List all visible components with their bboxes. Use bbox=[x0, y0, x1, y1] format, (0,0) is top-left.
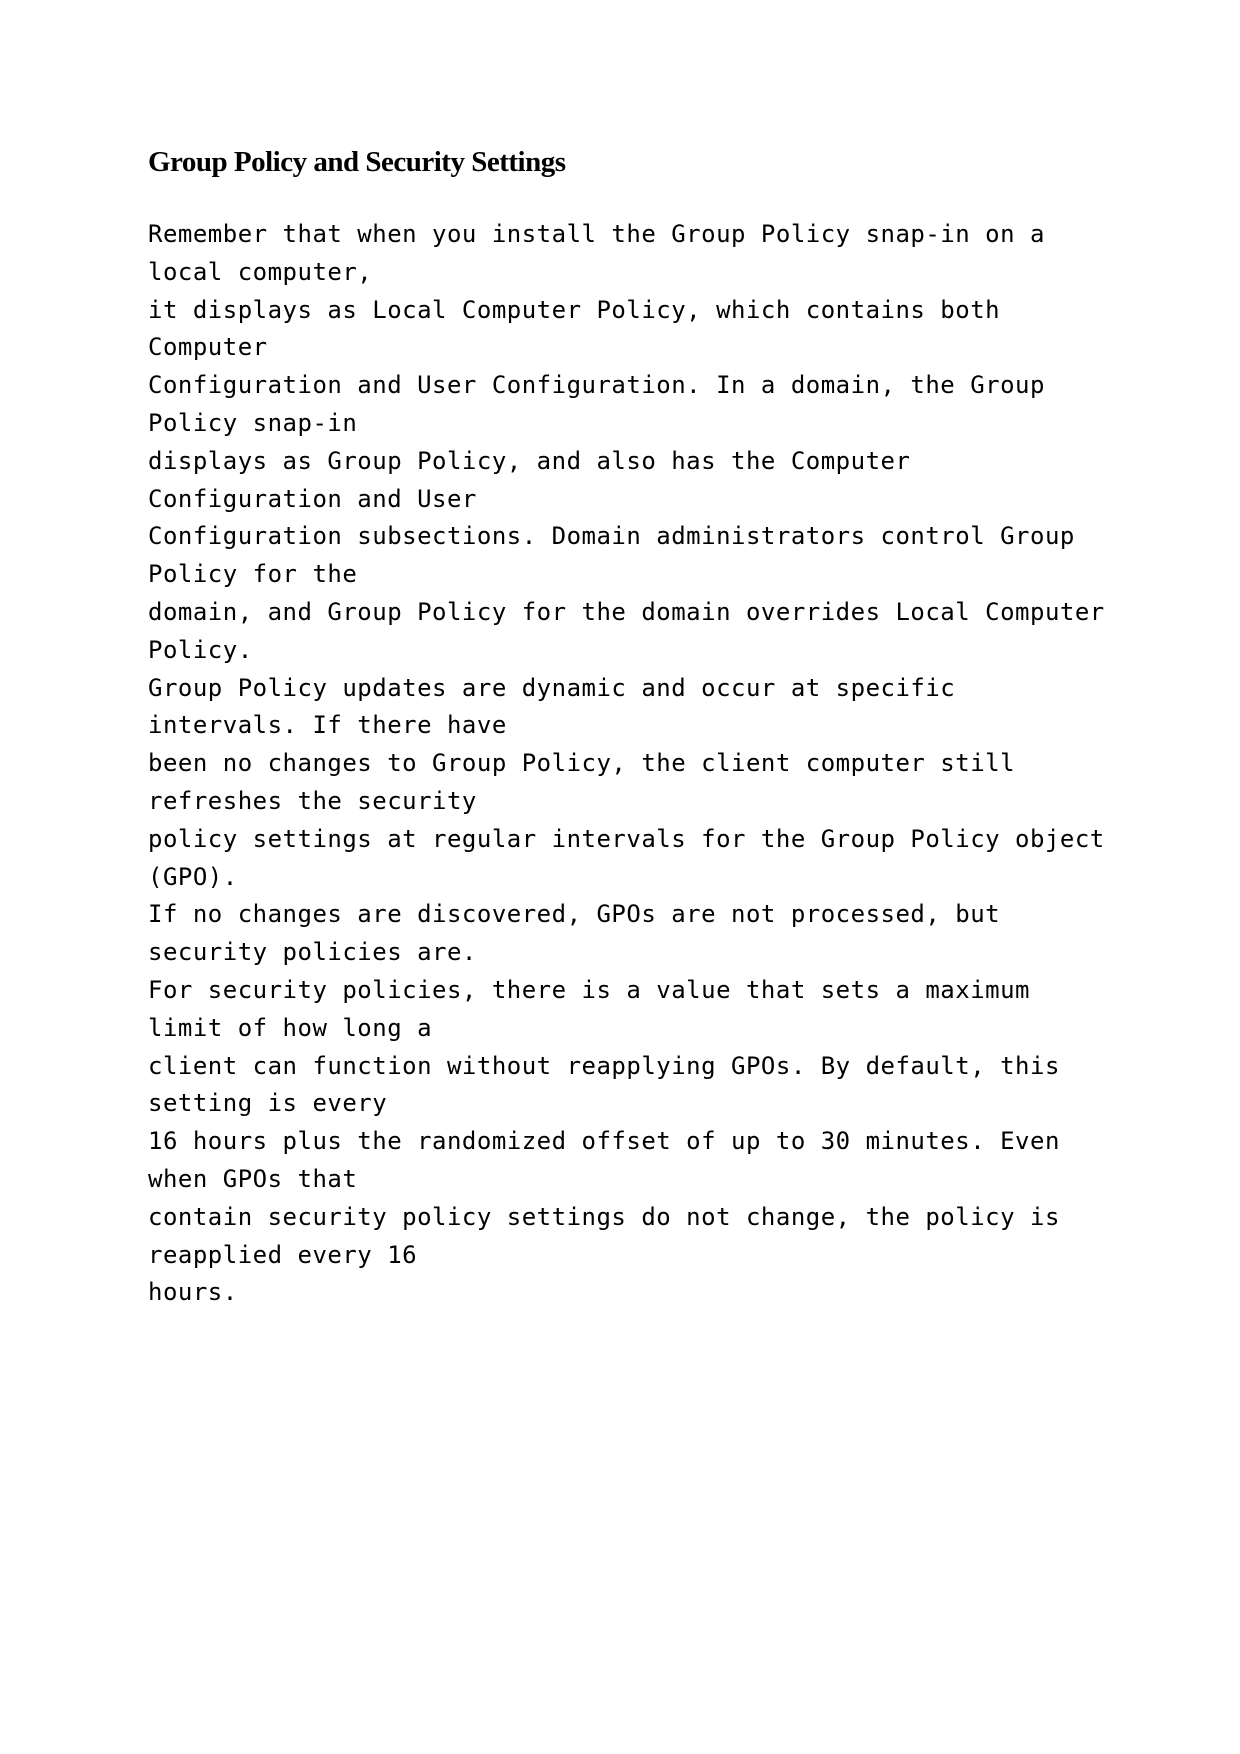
body-line: it displays as Local Computer Policy, which contains both bbox=[148, 295, 1001, 324]
body-line: Configuration subsections. Domain administrators control Group bbox=[148, 522, 1075, 551]
body-line: Policy snap-in bbox=[148, 408, 358, 437]
body-line: If no changes are discovered, GPOs are not processed, but bbox=[148, 900, 1001, 929]
body-line: Computer bbox=[148, 333, 268, 362]
body-line: contain security policy settings do not change, the policy is bbox=[148, 1202, 1060, 1231]
body-line: policy settings at regular intervals for the Group Policy object bbox=[148, 824, 1105, 853]
document-body bbox=[148, 216, 1148, 1312]
body-line: Configuration and User bbox=[148, 484, 477, 513]
body-line: Remember that when you install the Group Policy snap-in on a bbox=[148, 220, 1045, 248]
body-line: For security policies, there is a value that sets a maximum bbox=[148, 975, 1031, 1004]
body-line: client can function without reapplying GPOs. By default, this bbox=[148, 1051, 1060, 1080]
body-line: displays as Group Policy, and also has the Computer bbox=[148, 446, 911, 475]
body-line: security policies are. bbox=[148, 938, 477, 967]
document-title: Group Policy and Security Settings bbox=[148, 146, 566, 178]
body-line: when GPOs that bbox=[148, 1164, 358, 1193]
body-line: Policy. bbox=[148, 635, 253, 664]
body-line: been no changes to Group Policy, the client computer still bbox=[148, 749, 1016, 778]
body-line: Configuration and User Configuration. In a domain, the Group bbox=[148, 371, 1045, 400]
body-line: intervals. If there have bbox=[148, 711, 507, 740]
body-line: (GPO). bbox=[148, 862, 238, 891]
body-line: setting is every bbox=[148, 1089, 388, 1118]
body-line: Policy for the bbox=[148, 560, 358, 589]
body-line: local computer, bbox=[148, 257, 373, 286]
body-line: Group Policy updates are dynamic and occur at specific bbox=[148, 673, 956, 702]
body-line: limit of how long a bbox=[148, 1013, 433, 1042]
body-line: 16 hours plus the randomized offset of up to 30 minutes. Even bbox=[148, 1127, 1060, 1156]
body-line: hours. bbox=[148, 1278, 238, 1307]
body-line: reapplied every 16 bbox=[148, 1240, 418, 1269]
body-line: refreshes the security bbox=[148, 786, 477, 815]
body-line: domain, and Group Policy for the domain overrides Local Computer bbox=[148, 597, 1105, 626]
